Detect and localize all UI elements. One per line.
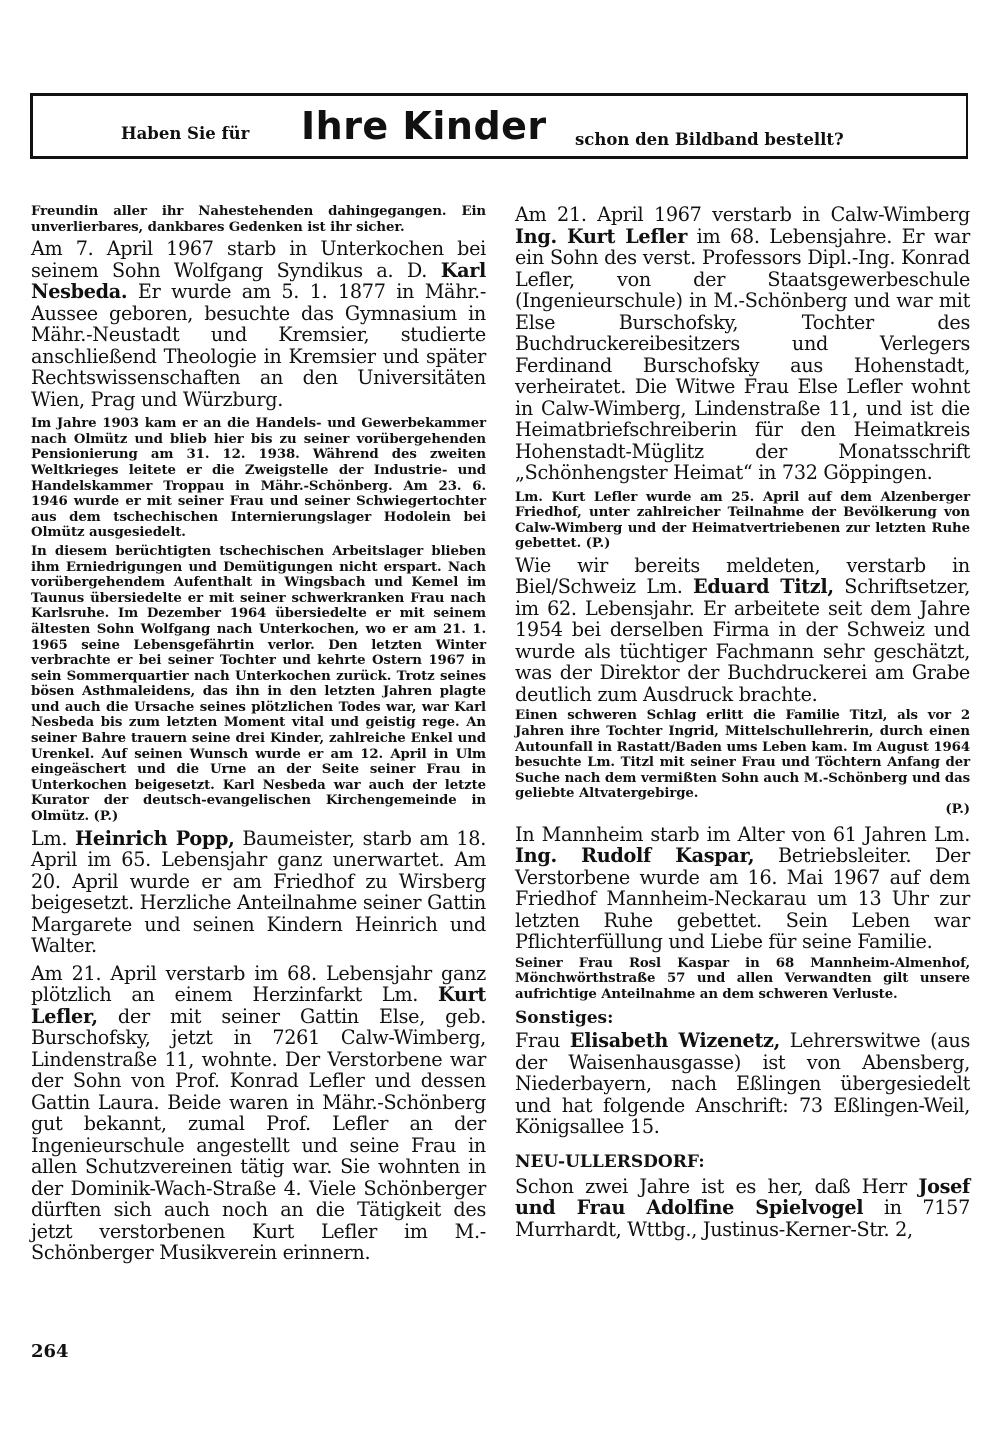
section-heading: Sonstiges: [515,1008,614,1029]
paragraph-nesbeda: Am 7. April 1967 starb in Unterkochen bei seinem Sohn Wolfgang Syndikus a. D. Karl Nesbeda. Er wurde am 5. 1. 1877 in Mähr.-Aussee geboren, besuchte das Gymnasium in Mähr.-Neustadt und Kremsier, studierte anschließend Theologie in Kremsier und später Rechtswissenschaften an den Universitäten Wien, Prag und Würzburg. [31,237,486,411]
paragraph: Lm. Kurt Lefler wurde am 25. April auf dem Alzenberger Friedhof, unter zahlreicher Teilnahme der Bevölkerung von Calw-Wimberg und der Heimatvertriebenen zur letzten Ruhe gebettet. (P.) [515,489,970,552]
left-column [31,204,486,1264]
paragraph-kaspar: In Mannheim starb im Alter von 61 Jahren Lm. Ing. Rudolf Kaspar, Betriebsleiter. Der Verstorbene wurde am 16. Mai 1967 auf dem Friedhof Mannheim-Neckarau um 13 Uhr zur letzten Ruhe gebettet. Sein Leben war Pflichterfüllung und Liebe für seine Familie. [515,822,970,954]
paragraph: Einen schweren Schlag erlitt die Familie Titzl, als vor 2 Jahren ihre Tochter Ingrid, Mittelschullehrerin, durch einen Autounfall in Rastatt/Baden ums Leben kam. Im August 1964 besuchte Lm. Titzl mit seiner Frau und Töchtern Anfang der Suche nach dem vermißten Sohn auch M.-Schönberg und das geliebte Altvatergebirge. [515,708,970,802]
advertisement-banner [30,93,968,159]
banner-headline: Ihre Kinder [301,104,547,148]
paragraph: Seiner Frau Rosl Kaspar in 68 Mannheim-Almenhof, Mönchwörthstraße 57 und allen Verwandten gilt unsere aufrichtige Anteilnahme an dem schweren Verluste. [515,955,970,1002]
paragraph: Im Jahre 1903 kam er an die Handels- und Gewerbekammer nach Olmütz und blieb hier bis zu seiner vorübergehenden Pensionierung am 31. 12. 1938. Während des zweiten Weltkrieges leitete er die Zweigstelle der Industrie- und Handelskammer Troppau in Mähr.-Schönberg. Am 23. 6. 1946 wurde er mit seiner Frau und seiner Schwiegertochter aus dem tschechischen Internierungslager Hodolein bei Olmütz ausgesiedelt. [31,416,486,541]
page-number: 264 [31,1341,69,1362]
paragraph-titzl: Wie wir bereits meldeten, verstarb in Biel/Schweiz Lm. Eduard Titzl, Schriftsetzer, im 62. Lebensjahr. Er arbeitete seit dem Jahre 1954 bei derselben Firma in der Schweiz und wurde als tüchtiger Fachmann sehr geschätzt, was der Direktor der Buchdruckerei am Grabe deutlich zum Ausdruck brachte. [515,553,970,706]
section-heading: NEU-ULLERSDORF: [515,1151,705,1172]
right-column [515,204,970,1240]
banner-pre-text: Haben Sie für [121,124,250,143]
paragraph-popp: Lm. Heinrich Popp, Baumeister, starb am 18. April im 65. Lebensjahr ganz unerwartet. Am 20. April wurde er am Friedhof zu Wirsberg beigesetzt. Herzliche Anteilnahme seiner Gattin Margarete und seinen Kindern Heinrich und Walter. [31,826,487,958]
paragraph: Freundin aller ihr Nahestehenden dahingegangen. Ein unverlierbares, dankbares Gedenken ist ihr sicher. [31,204,486,235]
paragraph-spielvogel: Schon zwei Jahre ist es her, daß Herr Josef und Frau Adolfine Spielvogel in 7157 Murrhardt, Wttbg., Justinus-Kerner-Str. 2, [515,1174,970,1241]
paragraph-signature: (P.) [945,801,970,817]
paragraph: In diesem berüchtigten tschechischen Arbeitslager blieben ihm Erniedrigungen und Demütigungen nicht erspart. Nach vorübergehendem Aufenthalt in Wingsbach und Kemel im Taunus übersiedelte er mit seiner schwerkranken Frau nach Karlsruhe. Im Dezember 1964 übersiedelte er mit seinem ältesten Sohn Wolfgang nach Unterkochen, wo er am 21. 1. 1965 seine Lebensgefährtin verlor. Den letzten Winter verbrachte er bei seiner Tochter und kehrte Ostern 1967 in sein Sommerquartier nach Unterkochen zurück. Trotz seines bösen Asthmaleidens, das ihn in den letzten Jahren plagte und auch die Ursache seines plötzlichen Todes war, war Karl Nesbeda bis zum letzten Moment vital und geistig rege. An seiner Bahre trauern seine drei Kinder, zahlreiche Enkel und Urenkel. Auf seinen Wunsch wurde er am 12. April in Ulm eingeäschert und die Urne an der Seite seiner Frau in Unterkochen beigesetzt. Karl Nesbeda war auch der letzte Kurator der deutsch-evangelischen Kirchengemeinde in Olmütz. (P.) [31,543,486,825]
paragraph-lefler: Am 21. April verstarb im 68. Lebensjahr ganz plötzlich an einem Herzinfarkt Lm. Kurt Lefler, der mit seiner Gattin Else, geb. Burschofsky, jetzt in 7261 Calw-Wimberg, Lindenstraße 11, wohnte. Der Verstorbene war der Sohn von Prof. Konrad Lefler und dessen Gattin Laura. Beide waren in Mähr.-Schönberg gut bekannt, zumal Prof. Lefler an der Ingenieurschule angestellt und seine Frau in allen Schutzvereinen tätig war. Sie wohnten in der Dominik-Wach-Straße 4. Viele Schönberger dürften sich auch noch an die Tätigkeit des jetzt verstorbenen Kurt Lefler im M.-Schönberger Musikverein erinnern. [31,961,486,1265]
banner-post-text: schon den Bildband bestellt? [575,130,844,149]
paragraph-lefler-ing: Am 21. April 1967 verstarb in Calw-Wimberg Ing. Kurt Lefler im 68. Lebensjahre. Er war ein Sohn des verst. Professors Dipl.-Ing. Konrad Lefler, von der Staatsgewerbeschule (Ingenieurschule) in M.-Schönberg und war mit Else Burschofsky, Tochter des Buchdruckereibesitzers und Verlegers Ferdinand Burschofsky aus Hohenstadt, verheiratet. Die Witwe Frau Else Lefler wohnt in Calw-Wimberg, Lindenstraße 11, und ist die Heimatbriefschreiberin für den Heimatkreis Hohenstadt-Müglitz der Monatsschrift „Schönhengster Heimat“ in 732 Göppingen. [515,203,970,484]
paragraph-wizenetz: Frau Elisabeth Wizenetz, Lehrerswitwe (aus der Waisenhausgasse) ist von Abensberg, Niederbayern, nach Eßlingen übergesiedelt und hat folgende Anschrift: 73 Eßlingen-Weil, Königsallee 15. [515,1029,970,1139]
